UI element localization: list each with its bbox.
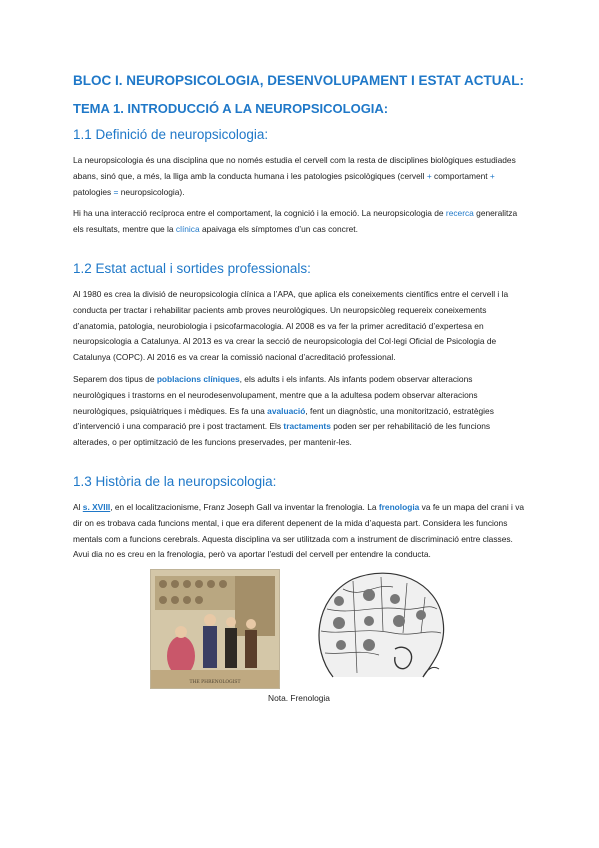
text-run: , fent un diagnòstic, una monitorització, estratègies d’intervenció i una comparació pre i post tractament. Els: [73, 405, 494, 432]
text-run: Hi ha una interacció recíproca entre el comportament, la cognició i la emoció. La neuropsicologia de: [73, 208, 446, 219]
keyword-poblacions: poblacions clíniques: [156, 373, 240, 384]
text-run: , en el localitzacionisme, Franz Joseph Gall va inventar la frenologia. La: [110, 501, 379, 512]
text-run: Separem dos tipus de: [73, 373, 157, 384]
document-content: [73, 73, 525, 704]
text-run: , els adults i els infants. Als infants podem observar alteracions neurològiques i trastorns en el neurodesenvolupament, mentre que a la adultesa podem observar alteracions neurològiques, psiquiàtriques i mèdiques. Es fa una: [73, 373, 478, 416]
text-run: generalitza els resultats, mentre que la: [73, 208, 518, 235]
engraving-caption-text: THE PHRENOLOGIST: [189, 680, 241, 686]
keyword-frenologia: frenologia: [378, 501, 420, 512]
plus-symbol: +: [489, 170, 495, 181]
figure-row: [73, 569, 525, 704]
text-run: va fe un mapa del crani i va dir on es trobava cada funcions mental, i que era diferent depenent de la mida d’aquesta part. Considera les funcions mentals com a funcions cerebrals. Aquesta disciplina va ser utilitzada com a instrument de discriminació entre classes. Avui dia no es creu en la frenologia, però va aportar l’estudi del cervell per entendre la conducta.: [73, 501, 525, 560]
section-2-paragraph-2: [73, 372, 525, 451]
text-run: poden ser per rehabilitació de les funcions alterades, o per optimització de les funcions preservades, per mantenir-les.: [73, 421, 491, 448]
phrenology-head-illustration: [303, 569, 453, 687]
section-1-paragraph-1: [73, 153, 525, 200]
bloc-title: BLOC I. NEUROPSICOLOGIA, DESENVOLUPAMENT I ESTAT ACTUAL:: [73, 73, 525, 88]
text-run: apaivaga els símptomes d’un cas concret.: [199, 224, 358, 235]
text-run: patologies: [73, 186, 114, 197]
section-2-heading: 1.2 Estat actual i sortides professionals:: [73, 260, 311, 276]
section-3-paragraph-1: [73, 500, 525, 563]
text-run: Al: [73, 501, 83, 512]
text-run: neuropsicologia).: [118, 186, 185, 197]
plus-symbol: +: [426, 170, 432, 181]
section-3-heading: 1.3 Història de la neuropsicologia:: [73, 473, 277, 489]
text-run: comportament: [431, 170, 490, 181]
phrenologist-engraving-image: [150, 569, 280, 689]
equals-symbol: =: [113, 186, 119, 197]
keyword-tractaments: tractaments: [283, 421, 331, 432]
keyword-clinica: clínica: [175, 224, 200, 235]
keyword-segle: s. XVIII: [82, 501, 111, 512]
figure-caption: Nota. Frenologia: [268, 693, 330, 704]
text-run: La neuropsicologia és una disciplina que no només estudia el cervell com la resta de disciplines biològiques estudiades abans, sinó que, a més, la lliga amb la conducta humana i les patologies psicològiques (cervell: [73, 155, 516, 181]
section-1-heading: 1.1 Definició de neuropsicologia:: [73, 127, 269, 142]
section-2-paragraph-1: Al 1980 es crea la divisió de neuropsicologia clínica a l’APA, que aplica els coneixements científics entre el cervell i la conducta per tractar i rehabilitar pacients amb proves neurològiques. Un neuropsicòleg requereix coneixements d’anatomia, patologia, neurobiologia i psicofarmacologia. Al 2008 es va fer la primer acreditació d’expertesa en neuropsicologia a Catalunya. Al 2013 es va crear la secció de neuropsicologia del Col·legi Oficial de Psicologia de Catalunya (COPC). Al 2016 es va crear la comissió nacional d’acreditació professional.: [73, 288, 509, 363]
engraving-illustration: [151, 570, 279, 688]
section-1-paragraph-2: [73, 206, 525, 238]
phrenology-head-diagram-image: [303, 569, 453, 687]
tema-title: TEMA 1. INTRODUCCIÓ A LA NEUROPSICOLOGIA:: [73, 101, 389, 116]
keyword-recerca: recerca: [445, 208, 474, 219]
keyword-avaluacio: avaluació: [267, 405, 306, 416]
